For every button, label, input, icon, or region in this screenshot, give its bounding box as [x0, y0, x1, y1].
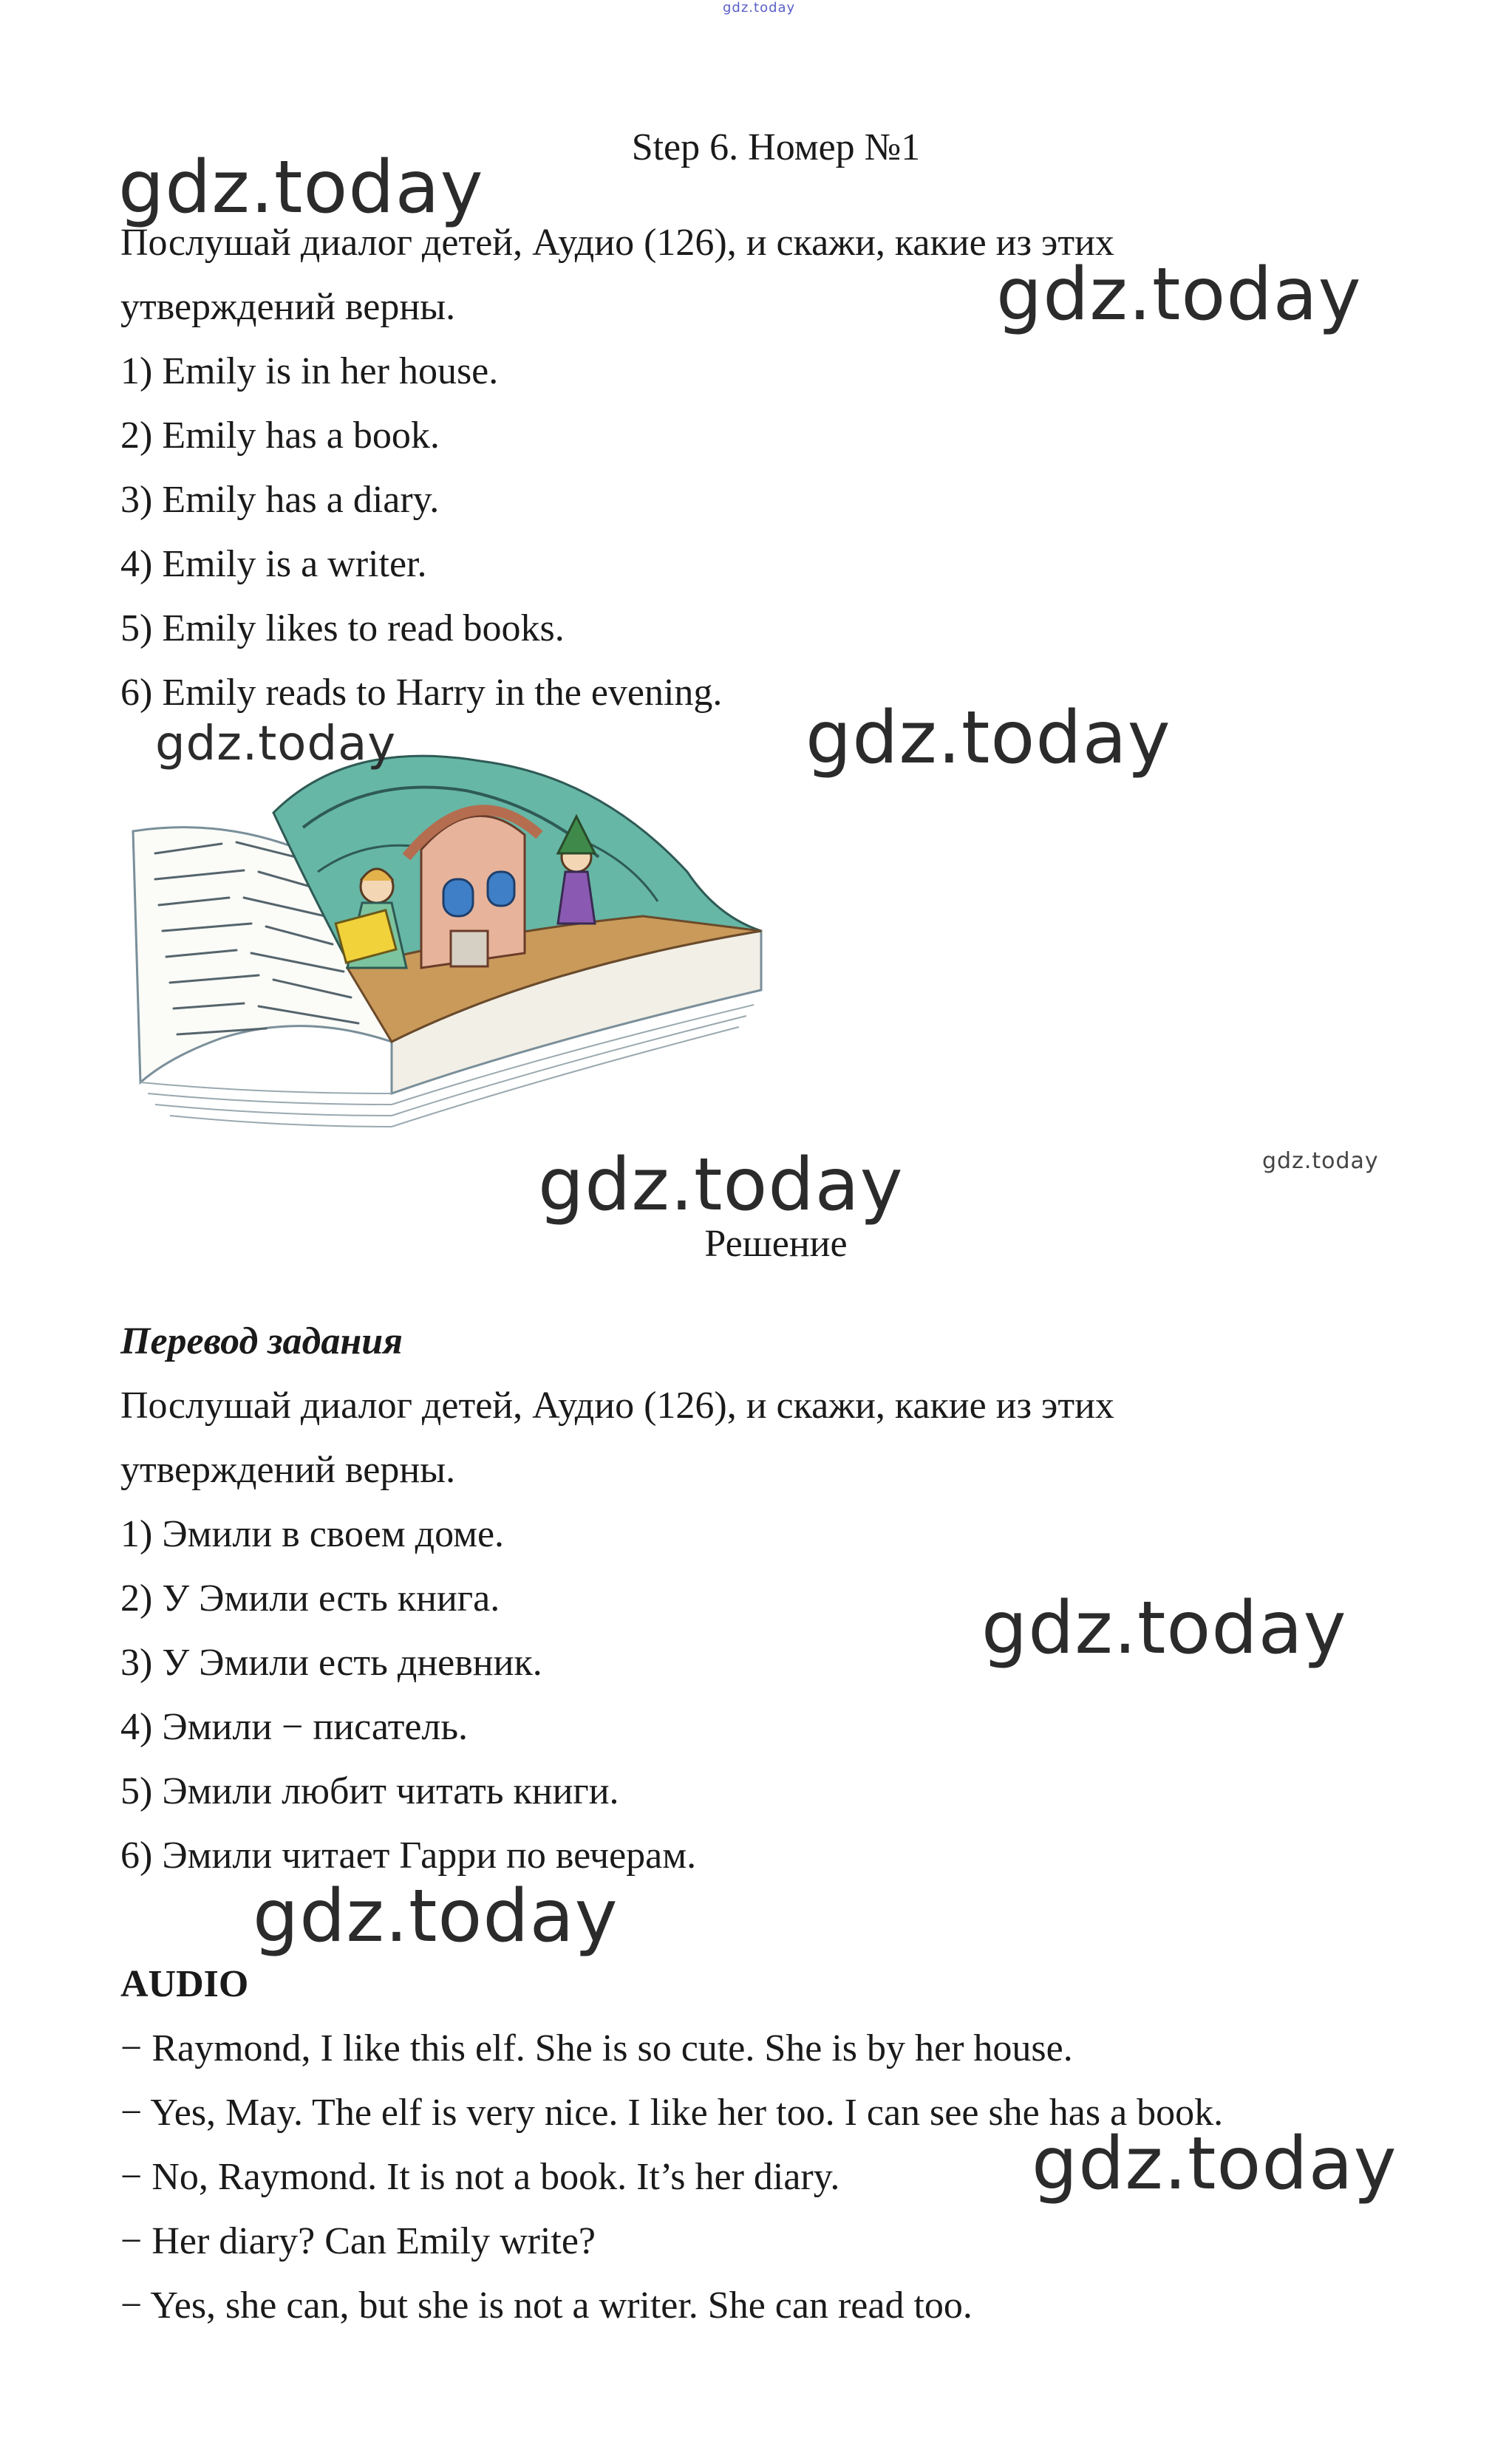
translation-item: 4) Эмили − писатель. — [120, 1706, 469, 1748]
audio-line: − Raymond, I like this elf. She is so cute. She is by her house. — [120, 2027, 1073, 2069]
task-item: 3) Emily has a diary. — [120, 479, 440, 521]
solution-label: Решение — [704, 1223, 848, 1265]
task-item: 4) Emily is a writer. — [120, 543, 427, 585]
task-item: 5) Emily likes to read books. — [120, 607, 565, 649]
translation-heading: Перевод задания — [120, 1320, 403, 1362]
watermark: gdz.today — [1262, 1148, 1379, 1174]
translation-item: 6) Эмили читает Гарри по вечерам. — [120, 1835, 697, 1877]
watermark-top: gdz.today — [723, 0, 796, 16]
watermark: gdz.today — [996, 253, 1362, 337]
task-item: 6) Emily reads to Harry in the evening. — [120, 672, 723, 714]
audio-line: − Yes, May. The elf is very nice. I like her too. I can see she has a book. — [120, 2092, 1224, 2134]
task-item: 1) Emily is in her house. — [120, 350, 499, 392]
audio-line: − Her diary? Can Emily write? — [120, 2220, 596, 2262]
watermark: gdz.today — [253, 1874, 619, 1959]
page-title: Step 6. Номер №1 — [631, 126, 921, 168]
audio-line: − Yes, she can, but she is not a writer. She can read too. — [120, 2284, 972, 2327]
translation-item: 5) Эмили любит читать книги. — [120, 1770, 619, 1812]
watermark: gdz.today — [118, 146, 484, 230]
translation-line-2: утверждений верны. — [120, 1449, 456, 1491]
audio-line: − No, Raymond. It is not a book. It’s her diary. — [120, 2156, 840, 2198]
watermark: gdz.today — [981, 1586, 1347, 1670]
watermark: gdz.today — [538, 1143, 904, 1227]
open-book-illustration — [126, 746, 769, 1145]
watermark: gdz.today — [155, 717, 397, 771]
watermark: gdz.today — [805, 696, 1171, 780]
translation-item: 3) У Эмили есть дневник. — [120, 1642, 542, 1684]
translation-item: 1) Эмили в своем доме. — [120, 1513, 505, 1555]
translation-item: 2) У Эмили есть книга. — [120, 1577, 500, 1620]
task-item: 2) Emily has a book. — [120, 414, 440, 457]
translation-line-1: Послушай диалог детей, Аудио (126), и скажи, какие из этих — [120, 1385, 1114, 1427]
task-line-1: Послушай диалог детей, Аудио (126), и скажи, какие из этих — [120, 222, 1114, 264]
audio-heading: AUDIO — [120, 1963, 249, 2005]
watermark: gdz.today — [1032, 2122, 1397, 2206]
task-line-2: утверждений верны. — [120, 286, 456, 328]
